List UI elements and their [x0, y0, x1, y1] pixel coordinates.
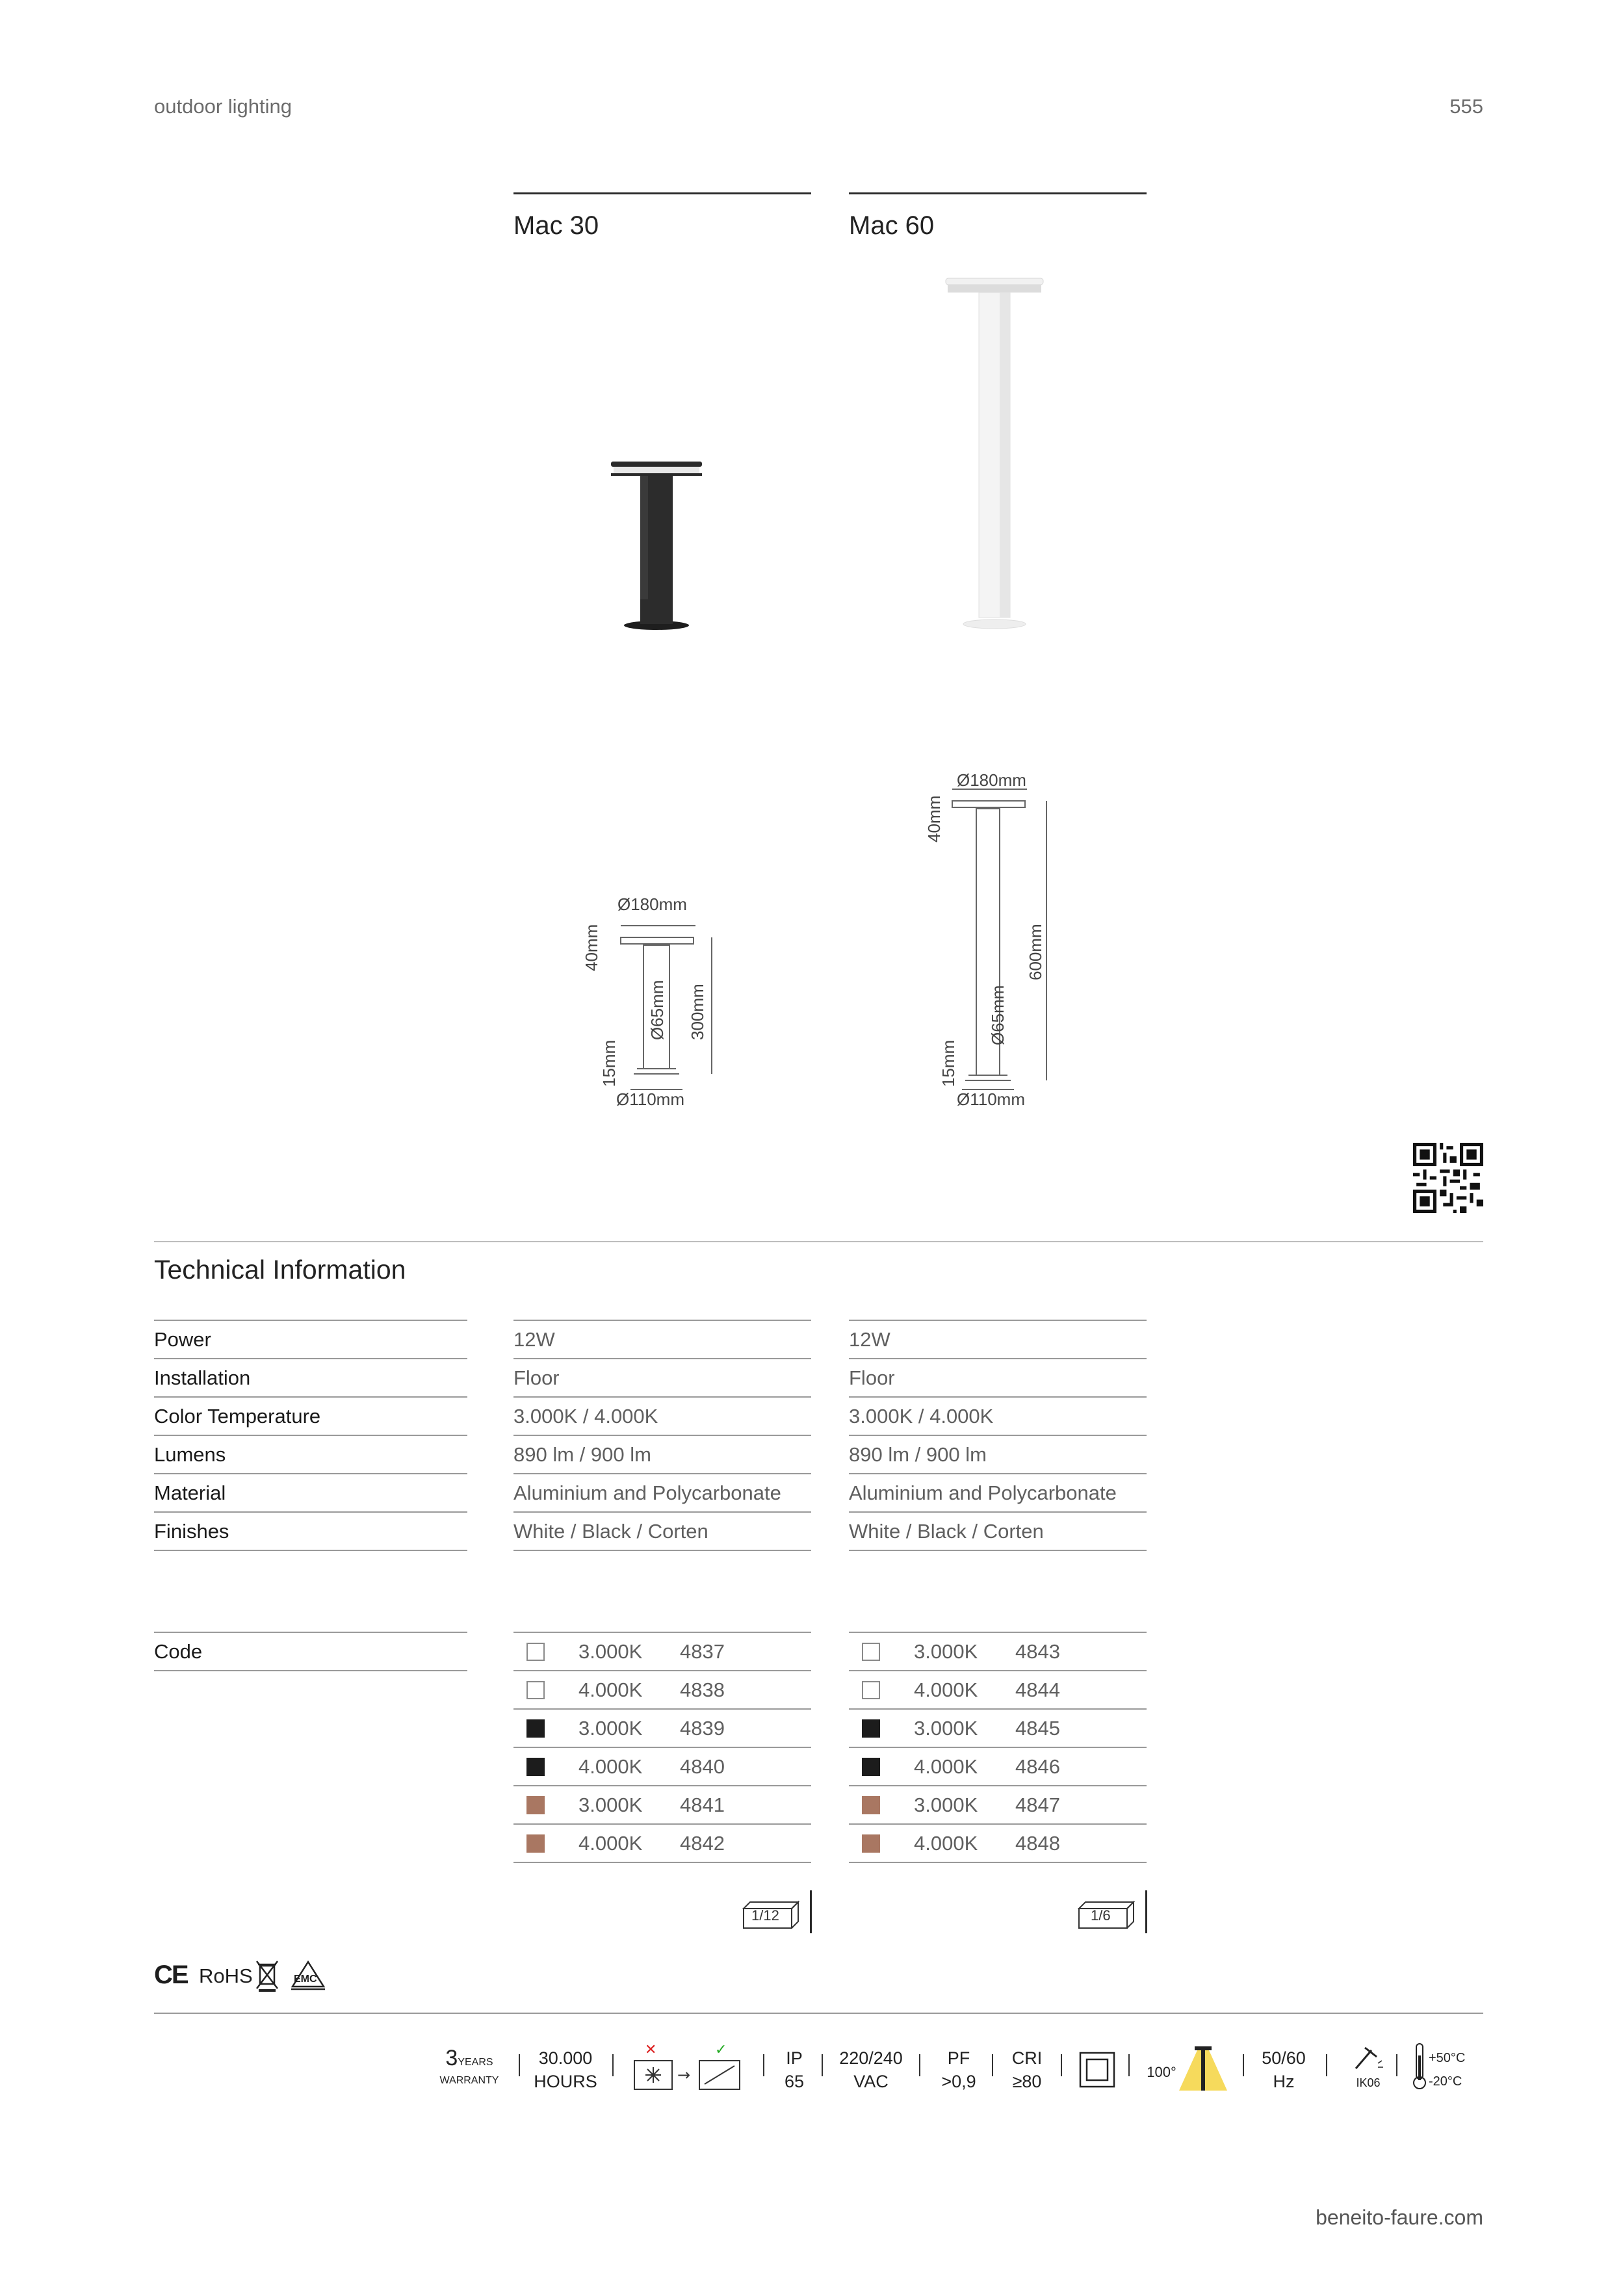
pack-divider [810, 1890, 812, 1933]
code-label-table [154, 1632, 467, 1671]
spec-separator [1061, 2054, 1062, 2076]
ce-mark: CE [154, 1961, 188, 1989]
rohs-mark: RoHS [199, 1964, 253, 1987]
finish-swatch-corten [862, 1834, 880, 1853]
thermometer-icon [1412, 2042, 1427, 2091]
ik-rating: IK06 [1356, 2076, 1381, 2089]
mac60-dim-base: Ø110mm [957, 1089, 1025, 1109]
product-code: 4845 [1015, 1716, 1060, 1740]
mac60-dim-base-height: 15mm [939, 1039, 958, 1087]
spec-separator [992, 2054, 993, 2076]
spec-value: Floor [513, 1358, 811, 1396]
code-temp: 4.000K [578, 1755, 643, 1778]
ip-rating [776, 2046, 812, 2093]
code-row [513, 1785, 811, 1823]
code-row [849, 1823, 1147, 1863]
code-row [513, 1708, 811, 1747]
finish-swatch-white [862, 1643, 880, 1661]
mac60-dim-stem: Ø65mm [988, 985, 1007, 1045]
pack-qty-mac30: 1/12 [751, 1907, 779, 1924]
mac60-dim-height: 600mm [1026, 924, 1045, 980]
spec-separator [1243, 2054, 1244, 2076]
no-glare-diffuser-icon [632, 2042, 746, 2092]
spec-label: Finishes [154, 1511, 467, 1551]
spec-value: Aluminium and Polycarbonate [849, 1473, 1147, 1511]
spec-value: 12W [513, 1320, 811, 1358]
product-title-mac30: Mac 30 [513, 192, 811, 241]
pack-divider [1145, 1890, 1147, 1933]
spec-value: Aluminium and Polycarbonate [513, 1473, 811, 1511]
spec-value: White / Black / Corten [849, 1511, 1147, 1551]
pack-qty-mac60: 1/6 [1091, 1907, 1111, 1924]
svg-text:→: → [677, 2066, 691, 2084]
codes-mac30 [513, 1632, 811, 1863]
cri-value: ≥80 [1012, 2072, 1042, 2091]
weee-bin-icon [255, 1959, 279, 1992]
spec-value: 890 lm / 900 lm [849, 1435, 1147, 1473]
spec-label: Installation [154, 1358, 467, 1396]
spec-separator [763, 2054, 764, 2076]
voltage-unit: VAC [853, 2072, 889, 2091]
warranty-unit: YEARS [458, 2057, 493, 2068]
mac60-product-image [936, 273, 1053, 637]
mac30-dim-base: Ø110mm [616, 1089, 684, 1109]
mac30-dim-stem: Ø65mm [647, 980, 667, 1040]
ip-label: IP [786, 2048, 803, 2068]
code-temp: 3.000K [578, 1793, 643, 1816]
product-title-mac60: Mac 60 [849, 192, 1147, 241]
finish-swatch-corten [862, 1796, 880, 1814]
qr-code[interactable] [1413, 1143, 1483, 1213]
cri-label: CRI [1011, 2048, 1043, 2068]
product-code: 4848 [1015, 1831, 1060, 1855]
mac30-dim-cap: 40mm [582, 924, 601, 971]
voltage-value: 220/240 [839, 2048, 903, 2068]
svg-text:✕: ✕ [645, 2042, 657, 2058]
code-temp: 3.000K [914, 1793, 978, 1816]
code-temp: 4.000K [578, 1831, 643, 1855]
spec-separator [1396, 2054, 1397, 2076]
code-temp: 3.000K [578, 1716, 643, 1740]
warranty-badge [437, 2046, 502, 2087]
class-ii-insulation-icon [1079, 2052, 1115, 2088]
spec-separator [1326, 2054, 1327, 2076]
ip-value: 65 [784, 2072, 805, 2091]
spec-value: 890 lm / 900 lm [513, 1435, 811, 1473]
frequency-unit: Hz [1273, 2072, 1295, 2091]
code-temp: 3.000K [914, 1639, 978, 1663]
code-row [513, 1823, 811, 1863]
spec-separator [919, 2054, 920, 2076]
finish-swatch-corten [526, 1834, 545, 1853]
operating-temperature [1429, 2046, 1481, 2093]
spec-value: 12W [849, 1320, 1147, 1358]
impact-hammer-icon [1352, 2045, 1384, 2071]
spec-separator [612, 2054, 614, 2076]
code-temp: 4.000K [914, 1831, 978, 1855]
codes-mac60 [849, 1632, 1147, 1863]
code-row [513, 1670, 811, 1708]
cri-spec [1001, 2046, 1053, 2093]
spec-value: 3.000K / 4.000K [849, 1396, 1147, 1435]
voltage-spec [832, 2046, 910, 2093]
mac30-dim-base-height: 15mm [599, 1039, 619, 1087]
spec-value: 3.000K / 4.000K [513, 1396, 811, 1435]
spec-label: Power [154, 1320, 467, 1358]
page-number: 555 [1449, 95, 1483, 118]
temp-max: +50°C [1429, 2051, 1466, 2065]
code-temp: 3.000K [914, 1716, 978, 1740]
section-divider [154, 1241, 1483, 1242]
pf-label: PF [947, 2048, 970, 2068]
code-row [513, 1632, 811, 1670]
code-row [849, 1747, 1147, 1785]
product-code: 4839 [680, 1716, 725, 1740]
code-row [849, 1670, 1147, 1708]
spec-value: White / Black / Corten [513, 1511, 811, 1551]
product-code: 4840 [680, 1755, 725, 1778]
beam-angle-value: 100° [1147, 2064, 1176, 2080]
product-code: 4844 [1015, 1678, 1060, 1701]
technical-info-title: Technical Information [154, 1255, 406, 1285]
spec-values-mac30 [513, 1320, 811, 1551]
finish-swatch-corten [526, 1796, 545, 1814]
warranty-years: 3 [445, 2046, 458, 2070]
product-code: 4846 [1015, 1755, 1060, 1778]
spec-labels [154, 1320, 467, 1551]
code-row [849, 1632, 1147, 1670]
finish-swatch-white [862, 1681, 880, 1699]
spec-label: Lumens [154, 1435, 467, 1473]
svg-text:✓: ✓ [715, 2042, 727, 2058]
mac30-dim-height: 300mm [688, 984, 707, 1040]
code-row [849, 1708, 1147, 1747]
mac30-product-image [604, 455, 708, 637]
code-row [849, 1785, 1147, 1823]
code-temp: 4.000K [914, 1678, 978, 1701]
finish-swatch-black [526, 1758, 545, 1776]
product-code: 4847 [1015, 1793, 1060, 1816]
finish-swatch-white [526, 1643, 545, 1661]
code-temp: 4.000K [578, 1678, 643, 1701]
spec-value: Floor [849, 1358, 1147, 1396]
frequency-value: 50/60 [1262, 2048, 1306, 2068]
product-code: 4841 [680, 1793, 725, 1816]
lifetime-spec [532, 2046, 599, 2093]
mac60-dim-top: Ø180mm [957, 770, 1026, 790]
mac30-dim-top: Ø180mm [617, 894, 687, 914]
mac60-dim-cap: 40mm [924, 795, 944, 842]
power-factor-spec [929, 2046, 988, 2093]
code-row [513, 1747, 811, 1785]
finish-swatch-black [862, 1758, 880, 1776]
spec-separator [1128, 2054, 1130, 2076]
spec-separator [519, 2054, 520, 2076]
finish-swatch-black [526, 1719, 545, 1738]
product-code: 4843 [1015, 1639, 1060, 1663]
frequency-spec [1254, 2046, 1313, 2093]
website-link[interactable]: beneito-faure.com [1316, 2206, 1483, 2229]
section-name: outdoor lighting [154, 95, 292, 118]
product-code: 4842 [680, 1831, 725, 1855]
spec-label: Color Temperature [154, 1396, 467, 1435]
pf-value: >0,9 [941, 2072, 976, 2091]
code-label: Code [154, 1632, 467, 1671]
lifetime-hours: 30.000 [538, 2048, 593, 2068]
product-code: 4838 [680, 1678, 725, 1701]
product-code: 4837 [680, 1639, 725, 1663]
beam-angle-icon [1175, 2041, 1231, 2093]
spec-values-mac60 [849, 1320, 1147, 1551]
finish-swatch-black [862, 1719, 880, 1738]
emc-label: EMC [294, 1974, 317, 1985]
spec-label: Material [154, 1473, 467, 1511]
spec-separator [822, 2054, 823, 2076]
code-temp: 3.000K [578, 1639, 643, 1663]
temp-min: -20°C [1429, 2074, 1462, 2089]
warranty-label: WARRANTY [439, 2075, 499, 2086]
footer-divider [154, 2013, 1483, 2014]
code-temp: 4.000K [914, 1755, 978, 1778]
lifetime-label: HOURS [534, 2072, 597, 2091]
finish-swatch-white [526, 1681, 545, 1699]
